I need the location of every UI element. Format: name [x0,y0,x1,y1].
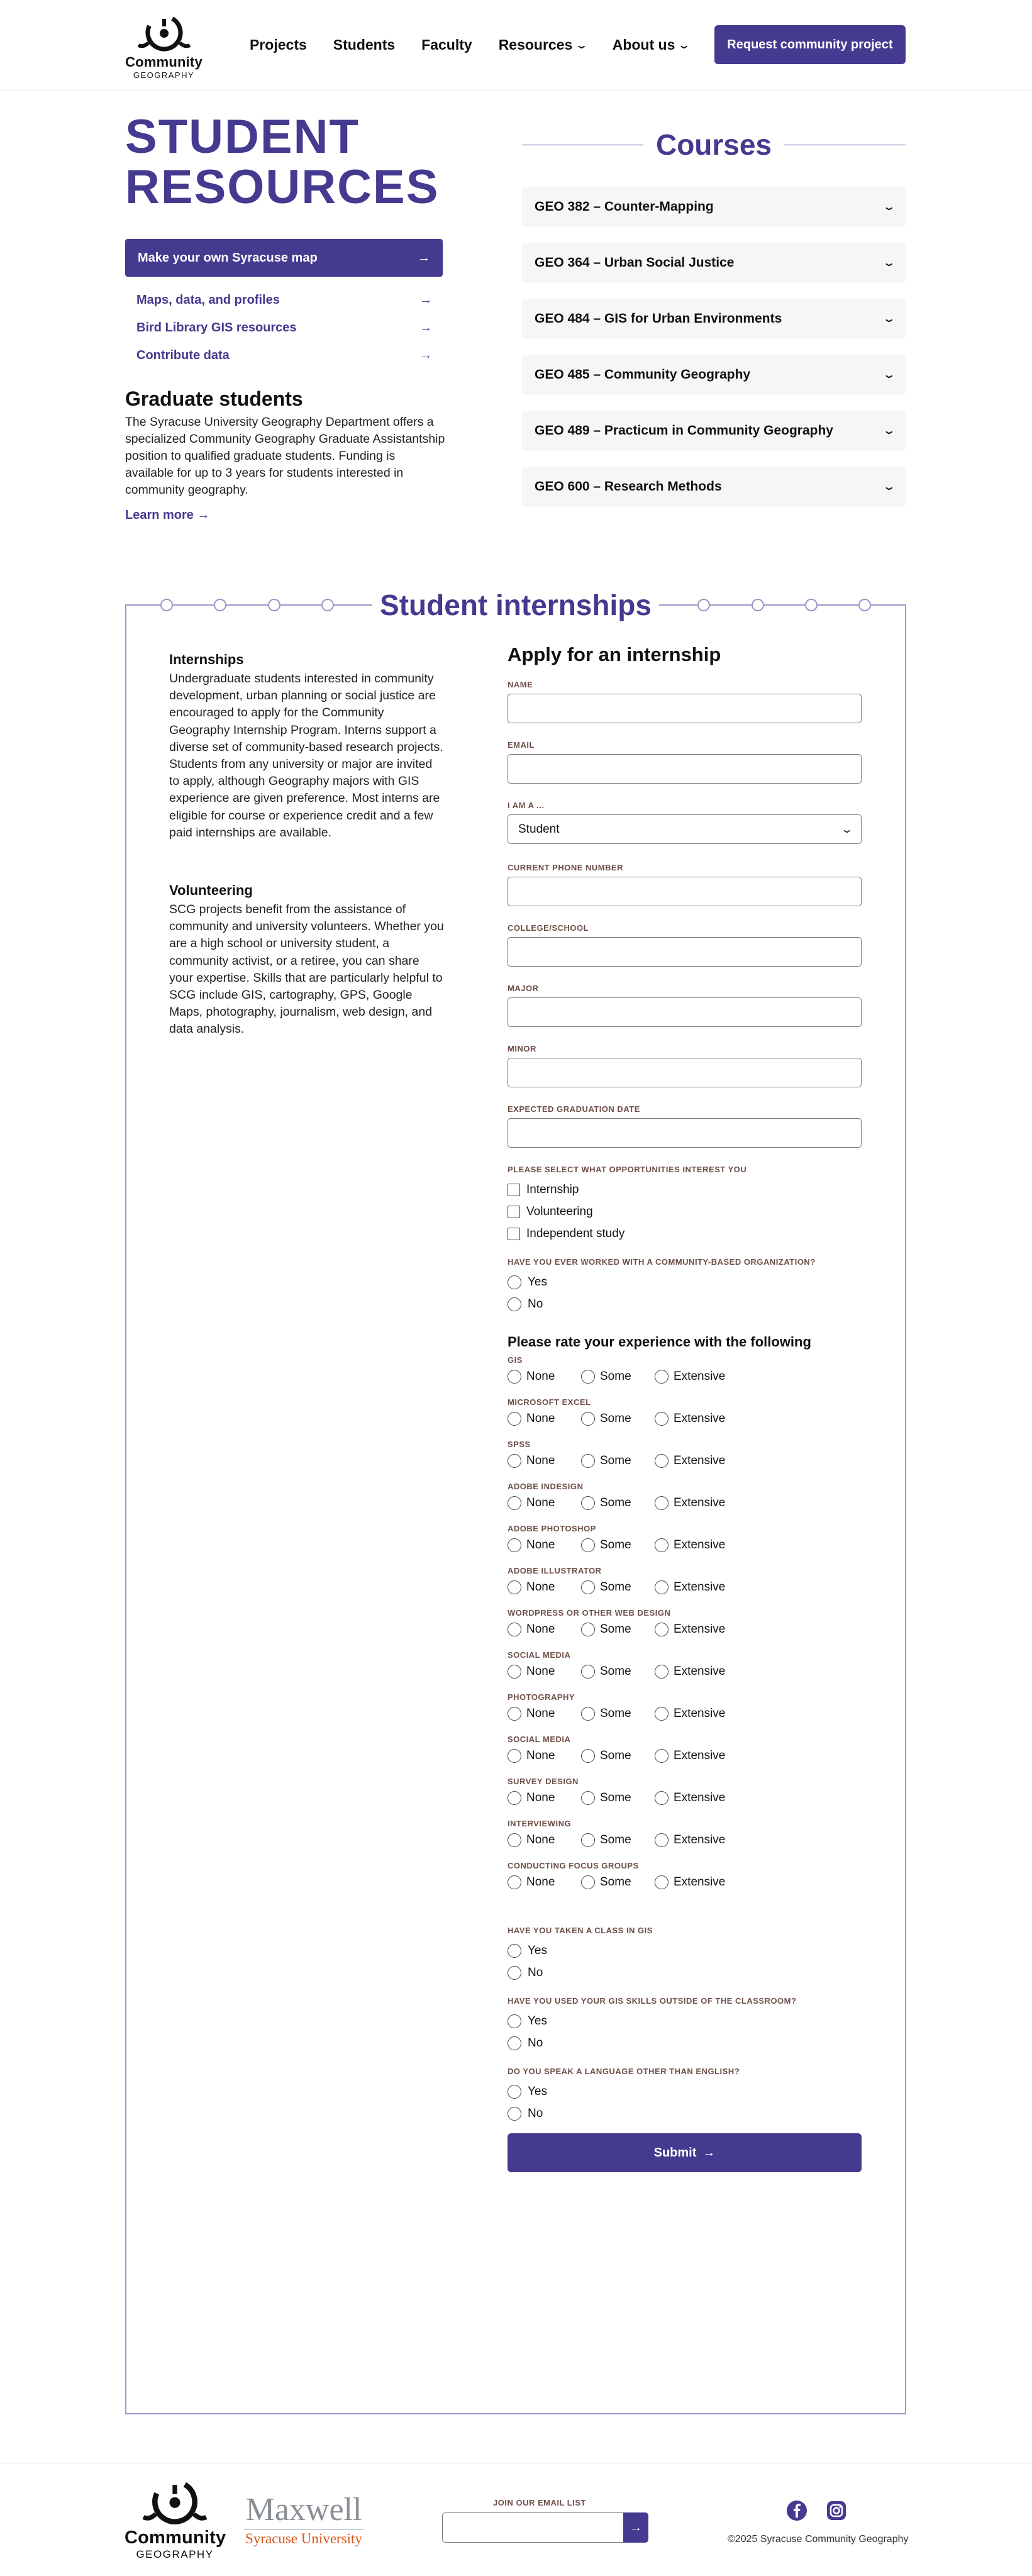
radio-icon [508,1454,521,1468]
skill-level-radio[interactable] [655,1833,728,1847]
skill-level-label: Extensive [674,1496,726,1509]
skill-level-label: Extensive [674,1749,726,1762]
radio-icon [581,1454,595,1468]
internships-heading-row [125,588,906,623]
request-project-button[interactable]: Request community project [714,25,906,64]
chevron-down-icon: ⌄ [840,824,854,835]
chevron-down-icon: ⌄ [882,370,896,380]
skill-level-label: None [526,1749,555,1762]
radio-icon [655,1833,669,1847]
skill-options [508,1412,862,1426]
skill-options [508,1833,862,1847]
skill-level-label: Some [600,1665,631,1678]
arrow-right-icon: → [419,292,432,307]
radio-icon [655,1496,669,1510]
chevron-down-icon: ⌄ [882,258,896,269]
skill-level-label: None [526,1538,555,1552]
skill-level-label: None [526,1623,555,1636]
skill-label: ADOBE PHOTOSHOP [508,1524,596,1533]
skill-level-label: Some [600,1580,631,1594]
skill-rating-row [508,1566,862,1594]
skill-level-label: Some [600,1791,631,1804]
radio-icon [655,1665,669,1679]
skill-label: MICROSOFT EXCEL [508,1397,591,1407]
learn-more-link[interactable]: Learn more → [125,508,210,522]
site-footer [0,2463,1032,2576]
page-title: STUDENT RESOURCES [125,110,440,214]
opportunities-label: PLEASE SELECT WHAT OPPORTUNITIES INTEREST YOU [508,1165,747,1174]
skill-options [508,1665,862,1679]
skill-rating-row [508,1777,862,1805]
minor-label: MINOR [508,1044,536,1053]
skill-level-radio[interactable] [655,1496,728,1510]
skill-level-radio[interactable] [508,1412,581,1426]
skill-level-label: Extensive [674,1370,726,1383]
skill-options [508,1370,862,1384]
radio-icon [581,1749,595,1763]
skill-level-label: Some [600,1454,631,1467]
skill-level-label: Some [600,1875,631,1889]
internships-subheading: Internships [169,652,244,667]
radio-icon [508,1749,521,1763]
radio-icon [655,1707,669,1721]
skill-level-radio[interactable] [655,1580,728,1594]
skill-options [508,1791,862,1805]
skill-level-label: Extensive [674,1538,726,1552]
skill-options [508,1496,862,1510]
form-heading: Apply for an internship [508,643,721,665]
skill-rating-row [508,1861,862,1889]
volunteering-checkbox[interactable]: Volunteering [508,1201,862,1223]
skill-options [508,1623,862,1636]
skill-level-radio[interactable] [508,1623,581,1636]
major-label: MAJOR [508,984,539,993]
language-no-radio[interactable]: No [508,2102,862,2124]
skill-level-radio[interactable] [581,1580,655,1594]
skill-options [508,1454,862,1468]
skill-level-radio[interactable] [581,1623,655,1636]
submit-button[interactable]: Submit → [508,2133,862,2172]
skill-level-label: Some [600,1707,631,1720]
skill-label: CONDUCTING FOCUS GROUPS [508,1861,639,1870]
grad-date-input[interactable] [508,1118,862,1148]
radio-icon [581,1875,595,1889]
skill-options [508,1707,862,1721]
skill-level-label: Extensive [674,1875,726,1889]
skill-level-radio[interactable] [508,1538,581,1552]
chevron-down-icon: ⌄ [882,482,896,492]
resource-links [136,286,432,369]
radio-icon [508,2085,521,2099]
skill-label: INTERVIEWING [508,1819,572,1828]
skill-options [508,1749,862,1763]
skill-level-label: None [526,1833,555,1846]
graduate-text: The Syracuse University Geography Department offers a specialized Community Geography Graduate Assistantship position to qualified graduate students. Funding is available for up to 3 years for students interested in community geography. [125,415,445,497]
skill-level-radio[interactable] [655,1791,728,1805]
link-maps-data[interactable]: Maps, data, and profiles → [136,292,432,307]
phone-label: CURRENT PHONE NUMBER [508,863,624,872]
course-accordion[interactable]: GEO 382 – Counter-Mapping ⌄ [522,187,906,227]
skill-rating-row [508,1650,862,1679]
checkbox-icon [508,1184,520,1196]
skill-level-label: Extensive [674,1412,726,1425]
radio-icon [655,1580,669,1594]
college-label: COLLEGE/SCHOOL [508,923,589,933]
radio-icon [581,1791,595,1805]
skill-rating-row [508,1440,862,1468]
gis-class-label: HAVE YOU TAKEN A CLASS IN GIS [508,1926,653,1935]
skill-rating-row [508,1692,862,1721]
radio-icon [508,1623,521,1636]
facebook-icon[interactable] [786,2500,807,2521]
skill-level-label: None [526,1707,555,1720]
skill-level-radio[interactable] [655,1538,728,1552]
gis-skills-yes-radio[interactable]: Yes [508,2010,862,2032]
skill-level-label: Some [600,1749,631,1762]
skill-level-radio[interactable] [581,1370,655,1384]
email-list-submit-button[interactable] [623,2512,648,2543]
site-header [0,0,1032,91]
skill-level-radio[interactable] [581,1496,655,1510]
skill-level-radio[interactable] [508,1791,581,1805]
skill-level-label: Extensive [674,1665,726,1678]
skill-label: SPSS [508,1440,531,1449]
internships-heading: Student internships [125,588,906,622]
chevron-down-icon: ⌄ [575,40,589,51]
radio-icon [508,1412,521,1426]
skill-level-radio[interactable] [581,1707,655,1721]
skill-level-radio[interactable] [581,1454,655,1468]
nav-about[interactable]: About us ⌄ [612,36,691,53]
main-nav [250,36,689,53]
volunteering-subheading: Volunteering [169,882,253,898]
chevron-down-icon: ⌄ [882,314,896,325]
radio-icon [581,1623,595,1636]
skill-level-radio[interactable] [655,1707,728,1721]
site-logo[interactable] [125,13,203,80]
cbo-label: HAVE YOU EVER WORKED WITH A COMMUNITY-BASED ORGANIZATION? [508,1257,816,1267]
radio-icon [508,1496,521,1510]
skill-level-label: Extensive [674,1707,726,1720]
radio-icon [581,1412,595,1426]
arrow-right-icon: → [197,508,210,522]
skill-label: ADOBE INDESIGN [508,1482,584,1491]
skill-level-label: None [526,1412,555,1425]
radio-icon [508,1875,521,1889]
skill-label: SOCIAL MEDIA [508,1735,571,1744]
course-accordion[interactable]: GEO 485 – Community Geography ⌄ [522,355,906,395]
skill-label: SURVEY DESIGN [508,1777,579,1786]
copyright: ©2025 Syracuse Community Geography [728,2534,909,2545]
gis-skills-no-radio[interactable]: No [508,2032,862,2054]
skill-level-radio[interactable] [581,1412,655,1426]
radio-icon [655,1791,669,1805]
skill-level-radio[interactable] [655,1749,728,1763]
skill-level-label: Some [600,1412,631,1425]
major-input[interactable] [508,997,862,1027]
cbo-no-radio[interactable]: No [508,1293,862,1315]
skill-label: GIS [508,1355,523,1365]
maxwell-logo[interactable]: Maxwell Syracuse University [244,2494,363,2547]
course-accordion[interactable]: GEO 364 – Urban Social Justice ⌄ [522,243,906,283]
skill-level-label: None [526,1875,555,1889]
internship-form [508,643,862,2172]
radio-icon [581,1833,595,1847]
radio-icon [581,1370,595,1384]
skill-level-radio[interactable] [581,1538,655,1552]
skill-level-radio[interactable] [508,1833,581,1847]
skill-level-label: Some [600,1833,631,1846]
skill-level-radio[interactable] [655,1412,728,1426]
make-map-button[interactable]: Make your own Syracuse map → [125,239,443,277]
skill-level-label: Extensive [674,1833,726,1846]
skill-level-radio[interactable] [655,1454,728,1468]
skill-level-radio[interactable] [581,1791,655,1805]
chevron-down-icon: ⌄ [677,40,691,51]
arrow-right-icon: → [419,320,432,335]
radio-icon [581,1496,595,1510]
courses-heading: Courses [522,126,906,164]
skill-level-radio[interactable] [655,1665,728,1679]
skill-level-radio[interactable] [508,1707,581,1721]
radio-icon [508,1370,521,1384]
radio-icon [581,1538,595,1552]
skill-level-radio[interactable] [508,1370,581,1384]
radio-icon [508,1665,521,1679]
college-input[interactable] [508,937,862,967]
minor-input[interactable] [508,1058,862,1087]
independent-study-checkbox[interactable]: Independent study [508,1223,862,1245]
skill-rating-row [508,1819,862,1847]
nav-resources[interactable]: Resources ⌄ [498,36,589,53]
skill-level-label: Some [600,1538,631,1552]
logo-mark-icon [140,2477,209,2526]
skill-rating-row [508,1524,862,1552]
volunteering-text: SCG projects benefit from the assistance of community and university volunteers. Whether you are a high school or university student, a community activist, or a retiree, you can share your expertise. Skills that are particularly helpful to SCG include GIS, cartography, GPS, Google Maps, photography, journalism, web design, and data analysis. [169,902,444,1036]
radio-icon [508,1833,521,1847]
nav-projects[interactable]: Projects [250,36,307,53]
radio-icon [655,1412,669,1426]
email-list-input[interactable] [442,2512,624,2543]
radio-icon [508,2107,521,2121]
chevron-down-icon: ⌄ [882,426,896,436]
chevron-down-icon: ⌄ [882,202,896,213]
radio-icon [508,1297,521,1311]
role-label: I AM A ... [508,801,545,810]
gis-class-yes-radio[interactable]: Yes [508,1940,862,1962]
radio-icon [655,1749,669,1763]
radio-icon [655,1875,669,1889]
skill-level-radio[interactable] [508,1749,581,1763]
grad-date-label: EXPECTED GRADUATION DATE [508,1104,640,1114]
rating-heading: Please rate your experience with the following [508,1334,811,1350]
skill-rating-row [508,1355,862,1384]
radio-icon [508,1275,521,1289]
skill-rating-row [508,1397,862,1426]
logo-title: Community [125,54,203,70]
arrow-right-icon: → [702,2145,716,2160]
radio-icon [655,1623,669,1636]
skill-options [508,1538,862,1552]
skill-level-label: Extensive [674,1791,726,1804]
skill-options [508,1875,862,1889]
skill-rating-row [508,1735,862,1763]
skill-level-radio[interactable] [655,1623,728,1636]
arrow-right-icon: → [630,2520,642,2534]
skill-level-radio[interactable] [508,1496,581,1510]
course-accordion[interactable]: GEO 484 – GIS for Urban Environments ⌄ [522,299,906,339]
instagram-icon[interactable] [826,2500,847,2521]
skill-level-radio[interactable] [655,1875,728,1889]
arrow-right-icon: → [418,250,430,265]
skill-level-radio[interactable] [581,1833,655,1847]
radio-icon [581,1665,595,1679]
skill-level-label: Extensive [674,1580,726,1594]
skill-level-label: None [526,1370,555,1383]
internships-text: Undergraduate students interested in community development, urban planning or social justice are encouraged to apply for the Community Geography Internship Program. Interns support a diverse set of community-based research projects. Students from any university or major are invited to apply, although Geography majors with GIS experience are given preference. Most interns are eligible for course or experience credit and a few paid internships are available. [169,672,443,840]
language-yes-radio[interactable]: Yes [508,2080,862,2102]
cbo-yes-radio[interactable]: Yes [508,1271,862,1293]
radio-icon [655,1454,669,1468]
skill-level-label: Extensive [674,1623,726,1636]
skill-label: SOCIAL MEDIA [508,1650,571,1660]
logo-mark-icon [136,13,192,53]
skill-options [508,1580,862,1594]
link-contribute-data[interactable]: Contribute data → [136,348,432,362]
radio-icon [508,2014,521,2028]
skill-level-radio[interactable] [581,1875,655,1889]
radio-icon [508,1707,521,1721]
skill-rating-row [508,1608,862,1636]
skill-level-radio[interactable] [581,1665,655,1679]
radio-icon [508,2036,521,2050]
skill-label: WORDPRESS OR OTHER WEB DESIGN [508,1608,671,1618]
skill-level-radio[interactable] [508,1875,581,1889]
radio-icon [581,1580,595,1594]
radio-icon [655,1370,669,1384]
arrow-right-icon: → [419,348,432,362]
skill-level-label: None [526,1580,555,1594]
skill-label: ADOBE ILLUSTRATOR [508,1566,602,1575]
email-list-label: JOIN OUR EMAIL LIST [493,2498,586,2507]
phone-input[interactable] [508,877,862,906]
gis-class-no-radio[interactable]: No [508,1962,862,1984]
skill-level-label: Some [600,1370,631,1383]
radio-icon [508,1791,521,1805]
nav-faculty[interactable]: Faculty [421,36,472,53]
skill-level-label: None [526,1454,555,1467]
skill-level-label: Some [600,1623,631,1636]
name-input[interactable] [508,694,862,723]
skill-level-label: None [526,1665,555,1678]
radio-icon [508,1580,521,1594]
email-input[interactable] [508,754,862,784]
language-label: DO YOU SPEAK A LANGUAGE OTHER THAN ENGLISH? [508,2067,740,2076]
radio-icon [581,1707,595,1721]
name-label: NAME [508,680,533,689]
internship-checkbox[interactable]: Internship [508,1179,862,1201]
skill-level-radio[interactable] [581,1749,655,1763]
skill-level-label: Some [600,1496,631,1509]
radio-icon [655,1538,669,1552]
skill-level-label: None [526,1791,555,1804]
course-accordion[interactable]: GEO 489 – Practicum in Community Geography ⌄ [522,411,906,451]
radio-icon [508,1966,521,1980]
course-accordion[interactable]: GEO 600 – Research Methods ⌄ [522,467,906,507]
skill-level-label: Extensive [674,1454,726,1467]
skill-level-radio[interactable] [508,1665,581,1679]
logo-subtitle: GEOGRAPHY [133,70,195,80]
role-select[interactable]: Student ⌄ [508,814,862,844]
graduate-heading: Graduate students [125,387,303,410]
radio-icon [508,1538,521,1552]
skill-level-radio[interactable] [655,1370,728,1384]
email-label: EMAIL [508,740,535,750]
skill-level-radio[interactable] [508,1580,581,1594]
skill-level-label: None [526,1496,555,1509]
checkbox-icon [508,1206,520,1218]
radio-icon [508,1944,521,1958]
skill-level-radio[interactable] [508,1454,581,1468]
gis-skills-label: HAVE YOU USED YOUR GIS SKILLS OUTSIDE OF THE CLASSROOM? [508,1996,797,2006]
skill-ratings [508,1355,862,1889]
skill-rating-row [508,1482,862,1510]
nav-students[interactable]: Students [333,36,396,53]
skill-label: PHOTOGRAPHY [508,1692,575,1702]
footer-logo[interactable]: Community GEOGRAPHY [125,2477,225,2561]
link-bird-library[interactable]: Bird Library GIS resources → [136,320,432,335]
checkbox-icon [508,1228,520,1240]
